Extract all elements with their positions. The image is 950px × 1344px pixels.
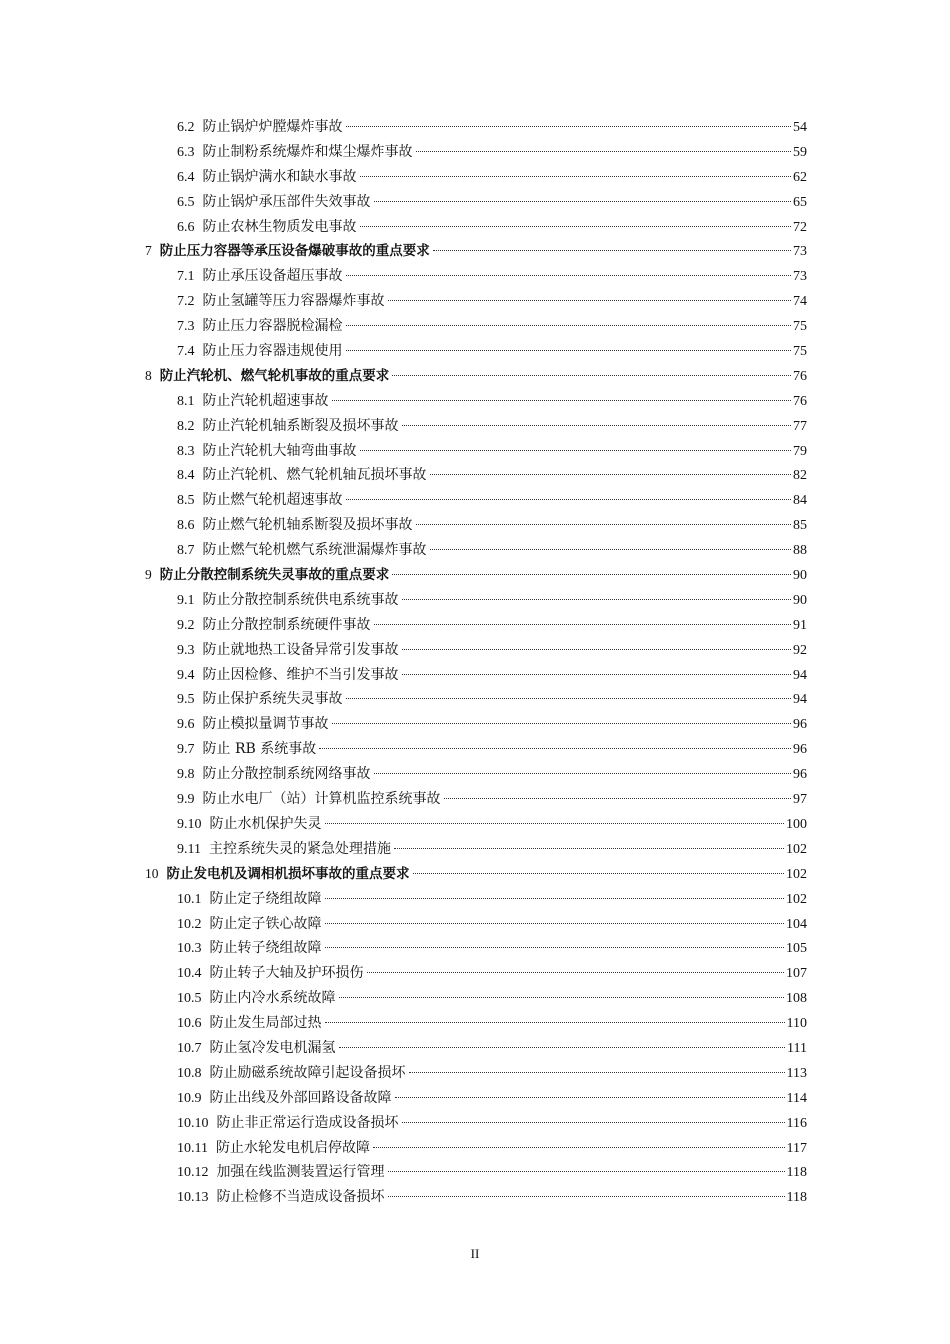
toc-dot-leader: [388, 1171, 785, 1172]
toc-entry-page: 117: [786, 1140, 807, 1156]
toc-entry-page: 111: [787, 1040, 807, 1056]
toc-dot-leader: [395, 1097, 785, 1098]
toc-entry-number: 10.1: [177, 891, 202, 907]
toc-entry-number: 9.6: [177, 717, 195, 733]
toc-dot-leader: [374, 773, 792, 774]
toc-entry-title: 防止分散控制系统硬件事故: [202, 616, 371, 633]
toc-entry-page: 96: [793, 767, 807, 783]
toc-entry-number: 10.3: [177, 941, 202, 957]
toc-entry-number: 9.2: [177, 617, 195, 633]
toc-entry-number: 10.12: [177, 1165, 209, 1181]
toc-entry-title: 防止燃气轮机超速事故: [202, 492, 343, 509]
toc-entry-page: 102: [786, 866, 807, 882]
toc-entry-title: 防止承压设备超压事故: [202, 268, 343, 285]
toc-entry-number: 6.2: [177, 120, 195, 135]
toc-entry-title: 防止因检修、维护不当引发事故: [202, 666, 399, 683]
toc-entry-number: 10: [145, 865, 159, 881]
toc-entry-title: 防止模拟量调节事故: [202, 716, 329, 733]
toc-section-entry[interactable]: [145, 1036, 807, 1061]
toc-dot-leader: [416, 524, 792, 525]
toc-dot-leader: [402, 674, 792, 675]
toc-entry-page: 75: [793, 344, 807, 360]
toc-entry-title: 防止出线及外部回路设备故障: [209, 1089, 392, 1106]
toc-entry-title: 防止锅炉承压部件失效事故: [202, 193, 371, 210]
toc-dot-leader: [433, 250, 791, 251]
toc-entry-number: 10.6: [177, 1016, 202, 1032]
toc-section-entry[interactable]: [145, 488, 807, 513]
toc-section-entry[interactable]: [145, 115, 807, 140]
toc-dot-leader: [360, 226, 792, 227]
toc-entry-page: 118: [786, 1165, 807, 1181]
toc-entry-page: 74: [793, 294, 807, 310]
toc-dot-leader: [402, 599, 792, 600]
toc-entry-number: 7.2: [177, 294, 195, 310]
toc-section-entry[interactable]: [145, 190, 807, 215]
toc-section-entry[interactable]: [145, 1061, 807, 1086]
toc-section-entry[interactable]: [145, 538, 807, 563]
toc-entry-number: 8.1: [177, 393, 195, 409]
toc-dot-leader: [339, 997, 785, 998]
toc-section-entry[interactable]: [145, 463, 807, 488]
toc-entry-title: 防止水电厂（站）计算机监控系统事故: [202, 791, 441, 808]
toc-dot-leader: [325, 823, 785, 824]
toc-section-entry[interactable]: [145, 787, 807, 812]
toc-dot-leader: [319, 748, 791, 749]
toc-section-entry[interactable]: [145, 289, 807, 314]
toc-dot-leader: [346, 126, 792, 127]
toc-section-entry[interactable]: [145, 513, 807, 538]
toc-entry-page: 107: [786, 966, 807, 982]
toc-dot-leader: [346, 350, 792, 351]
toc-entry-page: 62: [793, 169, 807, 185]
toc-entry-number: 8: [145, 367, 152, 383]
toc-chapter-entry[interactable]: [145, 364, 807, 389]
toc-entry-number: 9.8: [177, 767, 195, 783]
toc-entry-page: 77: [793, 418, 807, 434]
page-number: II: [470, 1246, 480, 1261]
toc-entry-number: 9.3: [177, 642, 195, 658]
toc-entry-number: 10.13: [177, 1190, 209, 1206]
toc-entry-number: 8.4: [177, 468, 195, 484]
toc-entry-number: 9.5: [177, 692, 195, 708]
toc-dot-leader: [360, 176, 792, 177]
toc-entry-page: 90: [793, 592, 807, 608]
toc-section-entry[interactable]: [145, 887, 807, 912]
toc-entry-number: 8.2: [177, 418, 195, 434]
toc-dot-leader: [325, 1022, 785, 1023]
toc-entry-number: 10.7: [177, 1040, 202, 1056]
toc-entry-title: 防止氢罐等压力容器爆炸事故: [202, 293, 385, 310]
toc-entry-page: 73: [793, 244, 807, 260]
toc-entry-page: 84: [793, 493, 807, 509]
toc-entry-page: 102: [786, 841, 807, 857]
toc-dot-leader: [388, 1196, 785, 1197]
toc-entry-title: 防止转子绕组故障: [209, 940, 322, 957]
toc-dot-leader: [402, 1122, 785, 1123]
toc-entry-title: 防止转子大轴及护环损伤: [209, 965, 364, 982]
toc-entry-title: 防止汽轮机超速事故: [202, 392, 329, 409]
toc-entry-number: 10.2: [177, 916, 202, 932]
toc-entry-page: 72: [793, 219, 807, 235]
toc-entry-number: 6.5: [177, 194, 195, 210]
toc-dot-leader: [332, 400, 792, 401]
toc-entry-page: 118: [786, 1190, 807, 1206]
toc-entry-page: 108: [786, 991, 807, 1007]
toc-entry-number: 7.3: [177, 319, 195, 335]
toc-entry-number: 10.8: [177, 1065, 202, 1081]
toc-section-entry[interactable]: [145, 140, 807, 165]
toc-dot-leader: [430, 549, 792, 550]
toc-section-entry[interactable]: [145, 314, 807, 339]
toc-dot-leader: [373, 1147, 785, 1148]
toc-dot-leader: [339, 1047, 786, 1048]
toc-section-entry[interactable]: [145, 1011, 807, 1036]
toc-section-entry[interactable]: [145, 414, 807, 439]
toc-entry-title: 防止水机保护失灵: [209, 815, 322, 832]
toc-entry-number: 9.11: [177, 841, 201, 857]
toc-dot-leader: [388, 300, 792, 301]
toc-entry-title: 防止锅炉满水和缺水事故: [202, 168, 357, 185]
toc-entry-title: 防止检修不当造成设备损坏: [216, 1189, 385, 1206]
toc-entry-page: 76: [793, 368, 807, 384]
toc-entry-title: 防止发生局部过热: [209, 1015, 322, 1032]
toc-entry-page: 90: [793, 568, 807, 584]
toc-section-entry[interactable]: [145, 912, 807, 937]
toc-section-entry[interactable]: [145, 588, 807, 613]
toc-entry-number: 9.1: [177, 592, 195, 608]
toc-entry-number: 7: [145, 243, 152, 259]
toc-entry-page: 76: [793, 393, 807, 409]
toc-entry-number: 9.10: [177, 816, 202, 832]
toc-section-entry[interactable]: [145, 1185, 807, 1210]
toc-section-entry[interactable]: [145, 737, 807, 762]
toc-entry-title: 防止定子绕组故障: [209, 890, 322, 907]
toc-entry-number: 8.5: [177, 493, 195, 509]
toc-entry-page: 92: [793, 642, 807, 658]
toc-chapter-entry[interactable]: [145, 563, 807, 588]
toc-entry-title: 防止内冷水系统故障: [209, 990, 336, 1007]
toc-section-entry[interactable]: [145, 165, 807, 190]
toc-entry-page: 85: [793, 518, 807, 534]
toc-dot-leader: [374, 624, 792, 625]
toc-dot-leader: [374, 201, 792, 202]
toc-section-entry[interactable]: [145, 1111, 807, 1136]
toc-entry-page: 100: [786, 816, 807, 832]
toc-entry-title: 防止分散控制系统失灵事故的重点要求: [159, 567, 390, 584]
toc-section-entry[interactable]: [145, 439, 807, 464]
toc-entry-page: 75: [793, 319, 807, 335]
toc-section-entry[interactable]: [145, 339, 807, 364]
toc-section-entry[interactable]: [145, 613, 807, 638]
toc-entry-page: 104: [786, 916, 807, 932]
toc-dot-leader: [367, 972, 785, 973]
toc-section-entry[interactable]: [145, 712, 807, 737]
toc-dot-leader: [409, 1072, 785, 1073]
toc-entry-page: 88: [793, 543, 807, 559]
toc-entry-title: 防止汽轮机、燃气轮机事故的重点要求: [159, 367, 390, 384]
toc-entry-number: 10.11: [177, 1140, 208, 1156]
toc-entry-title: 防止保护系统失灵事故: [202, 691, 343, 708]
toc-dot-leader: [346, 698, 792, 699]
toc-entry-title: 防止燃气轮机燃气系统泄漏爆炸事故: [202, 542, 427, 559]
toc-entry-title: 防止锅炉炉膛爆炸事故: [202, 119, 343, 135]
toc-dot-leader: [346, 275, 792, 276]
toc-entry-title: 防止非正常运行造成设备损坏: [216, 1114, 399, 1131]
toc-dot-leader: [392, 574, 791, 575]
toc-entry-title: 防止分散控制系统供电系统事故: [202, 591, 399, 608]
toc-dot-leader: [444, 798, 792, 799]
toc-section-entry[interactable]: [145, 961, 807, 986]
toc-entry-title: 防止农林生物质发电事故: [202, 218, 357, 235]
toc-entry-title: 防止汽轮机轴系断裂及损坏事故: [202, 417, 399, 434]
toc-section-entry[interactable]: [145, 1160, 807, 1185]
toc-entry-page: 96: [793, 742, 807, 758]
toc-entry-page: 79: [793, 443, 807, 459]
toc-entry-title: 防止压力容器等承压设备爆破事故的重点要求: [159, 243, 430, 260]
toc-entry-title: 防止制粉系统爆炸和煤尘爆炸事故: [202, 143, 413, 160]
toc-entry-page: 65: [793, 194, 807, 210]
toc-dot-leader: [394, 848, 784, 849]
toc-entry-number: 9.9: [177, 792, 195, 808]
toc-entry-number: 9.7: [177, 742, 195, 758]
toc-entry-title: 防止压力容器违规使用: [202, 343, 343, 360]
toc-entry-page: 59: [793, 144, 807, 160]
toc-entry-number: 10.4: [177, 966, 202, 982]
toc-section-entry[interactable]: [145, 389, 807, 414]
toc-entry-title: 防止压力容器脱检漏检: [202, 318, 343, 335]
toc-entry-page: 94: [793, 692, 807, 708]
toc-dot-leader: [402, 425, 792, 426]
toc-entry-number: 9: [145, 567, 152, 583]
toc-entry-title: 防止氢冷发电机漏氢: [209, 1039, 336, 1056]
toc-entry-title: 防止就地热工设备异常引发事故: [202, 641, 399, 658]
toc-entry-title: 加强在线监测装置运行管理: [216, 1164, 385, 1181]
toc-section-entry[interactable]: [145, 936, 807, 961]
toc-entry-number: 7.4: [177, 344, 195, 360]
toc-entry-page: 105: [786, 941, 807, 957]
toc-dot-leader: [430, 474, 792, 475]
toc-entry-title: 防止励磁系统故障引起设备损坏: [209, 1064, 406, 1081]
toc-entry-page: 54: [793, 120, 807, 135]
toc-chapter-entry[interactable]: [145, 239, 807, 264]
toc-chapter-entry[interactable]: [145, 862, 807, 887]
toc-entry-page: 113: [786, 1065, 807, 1081]
toc-entry-title: 防止燃气轮机轴系断裂及损坏事故: [202, 517, 413, 534]
toc-dot-leader: [325, 947, 785, 948]
toc-entry-number: 8.3: [177, 443, 195, 459]
toc-section-entry[interactable]: [145, 986, 807, 1011]
toc-entry-page: 102: [786, 891, 807, 907]
toc-entry-number: 10.5: [177, 991, 202, 1007]
toc-entry-title: 防止水轮发电机启停故障: [215, 1139, 370, 1156]
toc-dot-leader: [416, 151, 792, 152]
toc-entry-page: 97: [793, 792, 807, 808]
toc-dot-leader: [402, 649, 792, 650]
toc-entry-page: 110: [786, 1016, 807, 1032]
toc-dot-leader: [413, 873, 785, 874]
toc-dot-leader: [325, 923, 785, 924]
toc-entry-number: 8.6: [177, 518, 195, 534]
toc-entry-title: 防止发电机及调相机损坏事故的重点要求: [166, 865, 410, 882]
toc-section-entry[interactable]: [145, 687, 807, 712]
toc-entry-number: 6.6: [177, 219, 195, 235]
toc-dot-leader: [346, 325, 792, 326]
toc-dot-leader: [332, 723, 792, 724]
toc-entry-page: 116: [786, 1115, 807, 1131]
toc-entry-page: 91: [793, 617, 807, 633]
toc-entry-page: 114: [786, 1090, 807, 1106]
toc-dot-leader: [346, 499, 792, 500]
toc-entry-title: 主控系统失灵的紧急处理措施: [208, 840, 391, 857]
toc-dot-leader: [325, 898, 785, 899]
toc-entry-title: 防止定子铁心故障: [209, 915, 322, 932]
toc-entry-number: 10.10: [177, 1115, 209, 1131]
toc-entry-number: 10.9: [177, 1090, 202, 1106]
toc-dot-leader: [392, 375, 791, 376]
toc-section-entry[interactable]: [145, 762, 807, 787]
toc-section-entry[interactable]: [145, 812, 807, 837]
toc-section-entry[interactable]: [145, 663, 807, 688]
toc-entry-number: 6.3: [177, 144, 195, 160]
toc-section-entry[interactable]: [145, 1136, 807, 1161]
toc-section-entry[interactable]: [145, 638, 807, 663]
toc-section-entry[interactable]: [145, 837, 807, 862]
toc-entry-page: 73: [793, 269, 807, 285]
toc-entry-page: 96: [793, 717, 807, 733]
toc-entry-number: 6.4: [177, 169, 195, 185]
toc-entry-number: 9.4: [177, 667, 195, 683]
toc-entry-title: 防止汽轮机大轴弯曲事故: [202, 442, 357, 459]
toc-dot-leader: [360, 450, 792, 451]
toc-entry-number: 7.1: [177, 269, 195, 285]
toc-entry-title: 防止 RB 系统事故: [202, 741, 317, 758]
toc-section-entry[interactable]: [145, 1086, 807, 1111]
toc-section-entry[interactable]: [145, 264, 807, 289]
toc-section-entry[interactable]: [145, 215, 807, 240]
table-of-contents: [145, 115, 807, 1210]
toc-entry-title: 防止分散控制系统网络事故: [202, 766, 371, 783]
toc-entry-page: 82: [793, 468, 807, 484]
toc-entry-title: 防止汽轮机、燃气轮机轴瓦损坏事故: [202, 467, 427, 484]
toc-entry-number: 8.7: [177, 543, 195, 559]
toc-entry-page: 94: [793, 667, 807, 683]
